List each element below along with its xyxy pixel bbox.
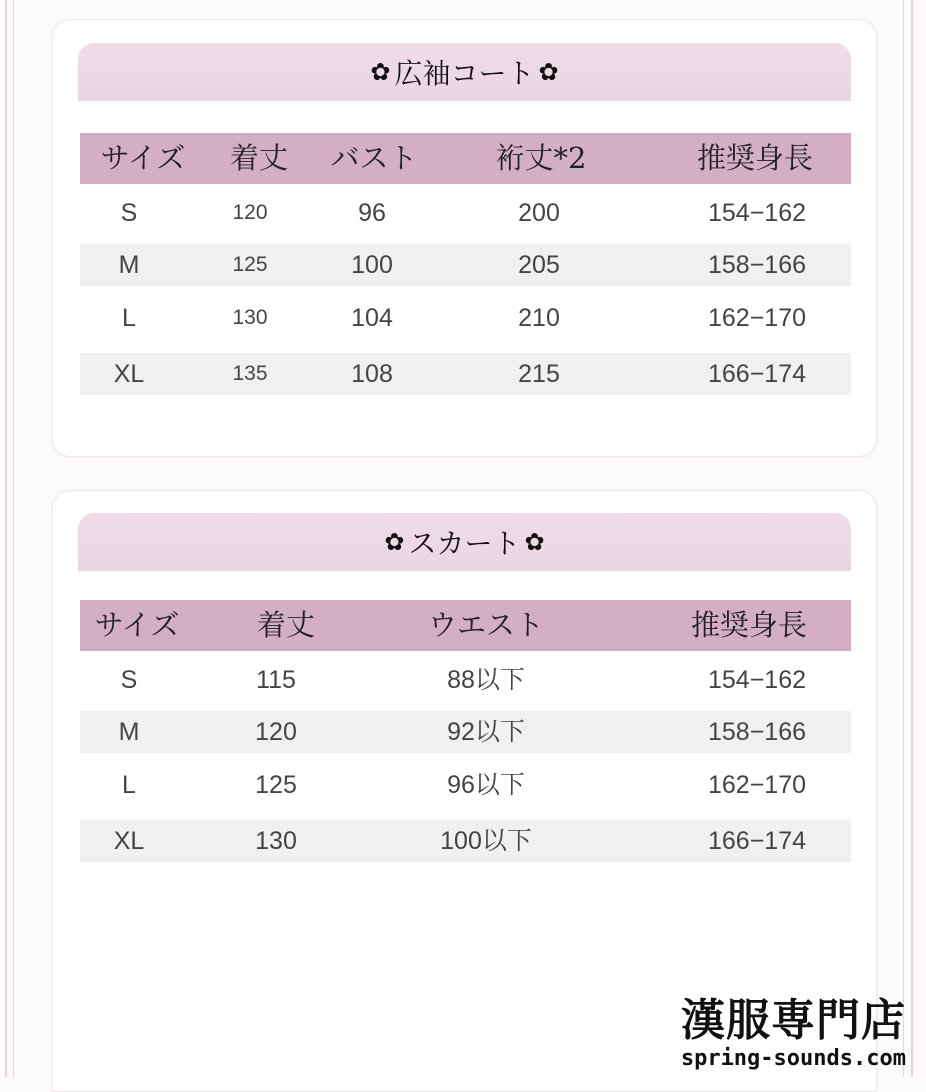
table-row bbox=[80, 244, 851, 286]
frame-line-right-inner bbox=[903, 0, 904, 1077]
cell-size: S bbox=[120, 666, 138, 694]
cell-length: 130 bbox=[232, 306, 268, 329]
flower-icon: ✿ bbox=[370, 58, 391, 86]
cell-bust: 104 bbox=[351, 304, 393, 332]
cell-size: L bbox=[122, 771, 136, 799]
table-row bbox=[80, 659, 851, 701]
cell-height: 162−170 bbox=[707, 304, 807, 332]
cell-size: M bbox=[118, 251, 140, 279]
frame-line-right bbox=[911, 0, 913, 1077]
table-row bbox=[80, 764, 851, 806]
header-length: 着丈 bbox=[256, 608, 316, 642]
cell-size: XL bbox=[113, 360, 145, 388]
header-bust: バスト bbox=[330, 141, 418, 175]
coat-title-banner bbox=[78, 43, 851, 101]
skirt-title-banner bbox=[78, 513, 851, 571]
header-waist: ウエスト bbox=[427, 608, 545, 642]
flower-icon: ✿ bbox=[538, 58, 559, 86]
header-size: サイズ bbox=[94, 608, 180, 642]
cell-sleeve: 215 bbox=[518, 360, 560, 388]
coat-size-card bbox=[52, 19, 877, 457]
cell-height: 158−166 bbox=[707, 718, 807, 746]
cell-length: 125 bbox=[232, 253, 268, 276]
header-height: 推奨身長 bbox=[696, 141, 814, 175]
frame-line-left bbox=[5, 0, 7, 1077]
coat-title: 広袖コート bbox=[394, 57, 535, 90]
skirt-title: スカート bbox=[408, 527, 521, 560]
cell-height: 166−174 bbox=[707, 827, 807, 855]
header-height: 推奨身長 bbox=[690, 608, 808, 642]
cell-sleeve: 200 bbox=[518, 199, 560, 227]
cell-length: 115 bbox=[256, 666, 296, 694]
table-row bbox=[80, 353, 851, 395]
cell-length: 125 bbox=[255, 771, 297, 799]
cell-height: 154−162 bbox=[707, 666, 807, 694]
table-header-row bbox=[80, 133, 851, 184]
cell-size: M bbox=[118, 718, 140, 746]
table-row bbox=[80, 820, 851, 862]
cell-length: 120 bbox=[232, 201, 268, 224]
shop-name: 漢服専門店 bbox=[681, 995, 906, 1046]
table-row bbox=[80, 297, 851, 339]
cell-length: 130 bbox=[255, 827, 297, 855]
table-row bbox=[80, 192, 851, 234]
cell-size: S bbox=[120, 199, 138, 227]
cell-waist: 92以下 bbox=[447, 718, 525, 746]
cell-height: 162−170 bbox=[707, 771, 807, 799]
cell-height: 154−162 bbox=[707, 199, 807, 227]
cell-waist: 88以下 bbox=[447, 666, 525, 694]
header-size: サイズ bbox=[100, 141, 186, 175]
cell-bust: 96 bbox=[358, 199, 386, 227]
cell-sleeve: 210 bbox=[518, 304, 560, 332]
cell-waist: 96以下 bbox=[447, 771, 525, 799]
header-length: 着丈 bbox=[229, 141, 289, 175]
cell-bust: 108 bbox=[351, 360, 393, 388]
table-row bbox=[80, 711, 851, 753]
cell-length: 135 bbox=[232, 362, 268, 385]
shop-watermark bbox=[681, 996, 906, 1072]
table-header-row bbox=[80, 600, 851, 651]
cell-sleeve: 205 bbox=[518, 251, 560, 279]
header-sleeve: 裄丈*2 bbox=[495, 141, 587, 175]
cell-size: L bbox=[122, 304, 136, 332]
cell-height: 158−166 bbox=[707, 251, 807, 279]
cell-height: 166−174 bbox=[707, 360, 807, 388]
cell-length: 120 bbox=[255, 718, 297, 746]
flower-icon: ✿ bbox=[384, 528, 405, 556]
cell-bust: 100 bbox=[351, 251, 393, 279]
cell-size: XL bbox=[113, 827, 145, 855]
cell-waist: 100以下 bbox=[440, 827, 532, 855]
shop-url: spring-sounds.com bbox=[680, 1046, 906, 1071]
frame-line-left-inner bbox=[13, 0, 14, 1077]
flower-icon: ✿ bbox=[524, 528, 545, 556]
